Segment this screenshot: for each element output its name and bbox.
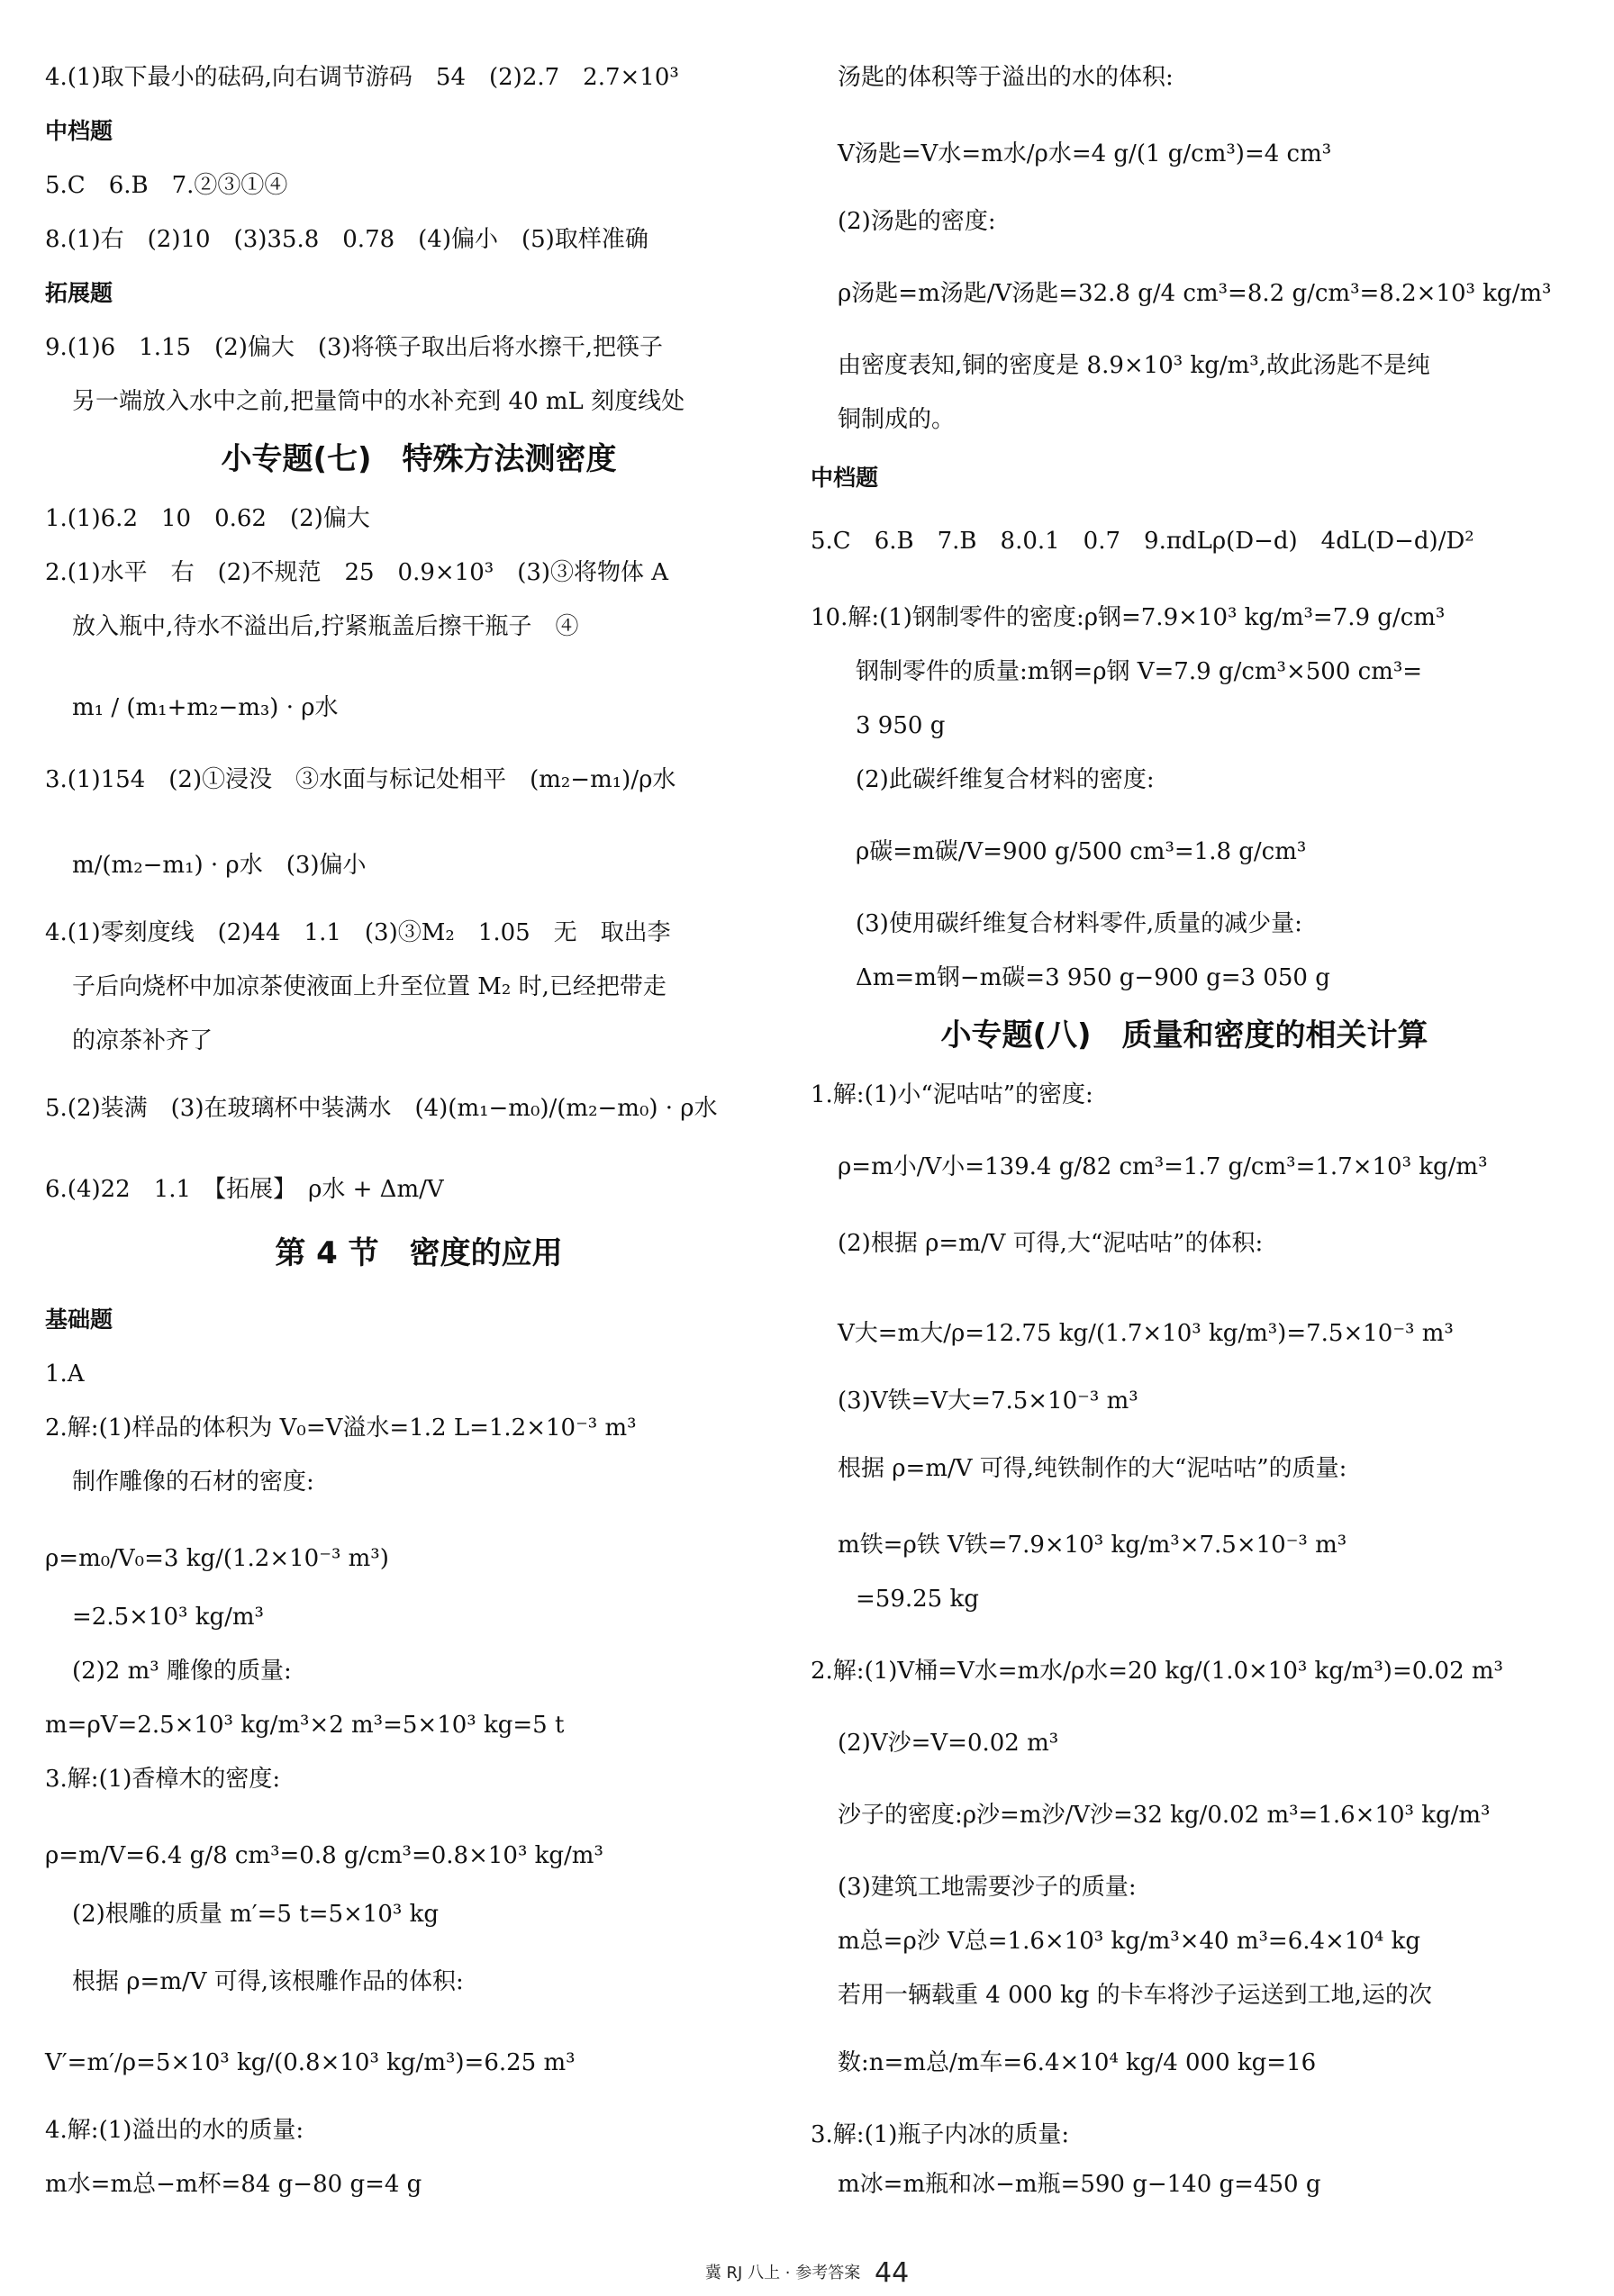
answer-line: V汤匙=V水=m水/ρ水=4 g/(1 g/cm³)=4 cm³ xyxy=(838,140,1332,167)
answer-line: (2)汤匙的密度: xyxy=(838,208,996,235)
difficulty-label: 中档题 xyxy=(45,118,113,144)
answer-line: 6.(4)22 1.1 【拓展】 ρ水 + Δm/V xyxy=(45,1176,444,1203)
difficulty-label: 基础题 xyxy=(45,1306,113,1333)
answer-line: 的凉茶补齐了 xyxy=(72,1027,213,1054)
answer-line: m总=ρ沙 V总=1.6×10³ kg/m³×40 m³=6.4×10⁴ kg xyxy=(838,1928,1420,1955)
answer-line: (3)V铁=V大=7.5×10⁻³ m³ xyxy=(838,1388,1138,1415)
answer-line: 另一端放入水中之前,把量筒中的水补充到 40 mL 刻度线处 xyxy=(72,388,685,415)
answer-line: 3.解:(1)瓶子内冰的质量: xyxy=(811,2121,1070,2148)
answer-line: 2.解:(1)V桶=V水=m水/ρ水=20 kg/(1.0×10³ kg/m³)=0.02 m³ xyxy=(811,1658,1503,1685)
section-heading: 小专题(八) 质量和密度的相关计算 xyxy=(940,1017,1428,1053)
left-column xyxy=(45,0,838,2224)
footer-label: 冀 RJ 八上 · 参考答案 xyxy=(704,2264,861,2282)
answer-line: (2)V沙=V=0.02 m³ xyxy=(838,1730,1059,1757)
answer-line: 4.(1)取下最小的砝码,向右调节游码 54 (2)2.7 2.7×10³ xyxy=(45,64,679,91)
answer-line: ρ碳=m碳/V=900 g/500 cm³=1.8 g/cm³ xyxy=(856,838,1307,865)
answer-line: 1.A xyxy=(45,1360,85,1388)
difficulty-label: 拓展题 xyxy=(45,280,113,306)
answer-line: m/(m₂−m₁) · ρ水 (3)偏小 xyxy=(72,852,367,879)
answer-line: ρ=m小/V小=139.4 g/82 cm³=1.7 g/cm³=1.7×10³ kg/m³ xyxy=(838,1153,1488,1180)
answer-line: 根据 ρ=m/V 可得,纯铁制作的大“泥咕咕”的质量: xyxy=(838,1455,1347,1482)
section-heading: 小专题(七) 特殊方法测密度 xyxy=(221,441,617,477)
answer-line: 数:n=m总/m车=6.4×10⁴ kg/4 000 kg=16 xyxy=(838,2049,1317,2076)
answer-line: ρ汤匙=m汤匙/V汤匙=32.8 g/4 cm³=8.2 g/cm³=8.2×10³ kg/m³ xyxy=(838,280,1552,307)
answer-line: 钢制零件的质量:m钢=ρ钢 V=7.9 g/cm³×500 cm³= xyxy=(856,658,1423,685)
answer-line: 若用一辆载重 4 000 kg 的卡车将沙子运送到工地,运的次 xyxy=(838,1982,1432,2009)
answer-line: 根据 ρ=m/V 可得,该根雕作品的体积: xyxy=(72,1968,464,1995)
right-column xyxy=(811,0,1603,2224)
answer-line: 制作雕像的石材的密度: xyxy=(72,1469,314,1496)
answer-line: (2)此碳纤维复合材料的密度: xyxy=(856,766,1155,793)
answer-line: 4.(1)零刻度线 (2)44 1.1 (3)③M₂ 1.05 无 取出李 xyxy=(45,919,671,946)
answer-line: m水=m总−m杯=84 g−80 g=4 g xyxy=(45,2171,422,2198)
section-heading: 第 4 节 密度的应用 xyxy=(275,1235,563,1271)
answer-line: 5.C 6.B 7.②③①④ xyxy=(45,172,288,199)
answer-line: 沙子的密度:ρ沙=m沙/V沙=32 kg/0.02 m³=1.6×10³ kg/m³ xyxy=(838,1802,1491,1829)
answer-line: 5.(2)装满 (3)在玻璃杯中装满水 (4)(m₁−m₀)/(m₂−m₀) · ρ水 xyxy=(45,1095,718,1122)
answer-line: (2)2 m³ 雕像的质量: xyxy=(72,1658,292,1685)
answer-line: (2)根雕的质量 m′=5 t=5×10³ kg xyxy=(72,1901,439,1928)
page-footer xyxy=(0,2255,1614,2291)
answer-line: 3 950 g xyxy=(856,712,946,739)
answer-line: 4.解:(1)溢出的水的质量: xyxy=(45,2117,304,2144)
answer-line: Δm=m钢−m碳=3 950 g−900 g=3 050 g xyxy=(856,964,1330,991)
answer-line: m冰=m瓶和冰−m瓶=590 g−140 g=450 g xyxy=(838,2171,1321,2198)
answer-line: 10.解:(1)钢制零件的密度:ρ钢=7.9×10³ kg/m³=7.9 g/cm³ xyxy=(811,604,1446,631)
answer-line: 2.解:(1)样品的体积为 V₀=V溢水=1.2 L=1.2×10⁻³ m³ xyxy=(45,1415,637,1442)
answer-line: 3.(1)154 (2)①浸没 ③水面与标记处相平 (m₂−m₁)/ρ水 xyxy=(45,766,676,793)
answer-line: 1.(1)6.2 10 0.62 (2)偏大 xyxy=(45,505,370,532)
answer-line: 1.解:(1)小“泥咕咕”的密度: xyxy=(811,1081,1093,1108)
answer-line: (3)使用碳纤维复合材料零件,质量的减少量: xyxy=(856,910,1302,937)
answer-line: 9.(1)6 1.15 (2)偏大 (3)将筷子取出后将水擦干,把筷子 xyxy=(45,334,663,361)
answer-line: 放入瓶中,待水不溢出后,拧紧瓶盖后擦干瓶子 ④ xyxy=(72,613,579,640)
answer-line: 由密度表知,铜的密度是 8.9×10³ kg/m³,故此汤匙不是纯 xyxy=(838,352,1430,379)
answer-line: V大=m大/ρ=12.75 kg/(1.7×10³ kg/m³)=7.5×10⁻³ m³ xyxy=(838,1320,1454,1347)
answer-line: (3)建筑工地需要沙子的质量: xyxy=(838,1874,1137,1901)
difficulty-label: 中档题 xyxy=(811,465,879,491)
answer-line: 8.(1)右 (2)10 (3)35.8 0.78 (4)偏小 (5)取样准确 xyxy=(45,226,648,253)
answer-line: 汤匙的体积等于溢出的水的体积: xyxy=(838,64,1174,91)
answer-line: V′=m′/ρ=5×10³ kg/(0.8×10³ kg/m³)=6.25 m³ xyxy=(45,2049,576,2076)
answer-line: ρ=m/V=6.4 g/8 cm³=0.8 g/cm³=0.8×10³ kg/m³ xyxy=(45,1842,603,1869)
answer-line: =59.25 kg xyxy=(856,1586,979,1613)
answer-line: ρ=m₀/V₀=3 kg/(1.2×10⁻³ m³) xyxy=(45,1545,389,1572)
answer-line: 2.(1)水平 右 (2)不规范 25 0.9×10³ (3)③将物体 A xyxy=(45,559,669,586)
answer-line: m=ρV=2.5×10³ kg/m³×2 m³=5×10³ kg=5 t xyxy=(45,1712,565,1739)
answer-line: =2.5×10³ kg/m³ xyxy=(72,1604,264,1631)
answer-line: m₁ / (m₁+m₂−m₃) · ρ水 xyxy=(72,694,339,721)
answer-line: 子后向烧杯中加凉茶使液面上升至位置 M₂ 时,已经把带走 xyxy=(72,973,666,1000)
answer-line: 铜制成的。 xyxy=(838,406,956,433)
answer-line: (2)根据 ρ=m/V 可得,大“泥咕咕”的体积: xyxy=(838,1230,1264,1257)
answer-line: 5.C 6.B 7.B 8.0.1 0.7 9.πdLρ(D−d) 4dL(D−d)/D² xyxy=(811,528,1474,555)
page-number: 44 xyxy=(874,2257,910,2289)
answer-line: m铁=ρ铁 V铁=7.9×10³ kg/m³×7.5×10⁻³ m³ xyxy=(838,1532,1347,1559)
answer-line: 3.解:(1)香樟木的密度: xyxy=(45,1766,281,1793)
